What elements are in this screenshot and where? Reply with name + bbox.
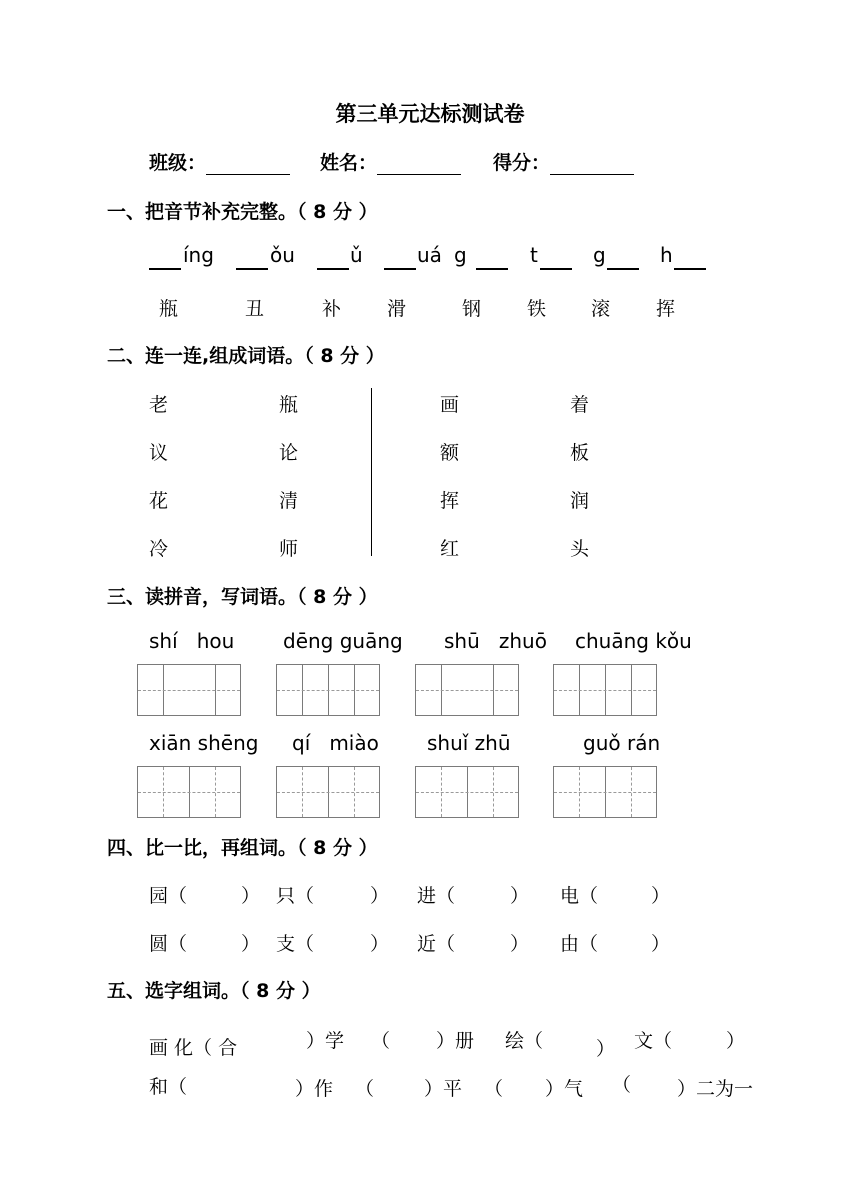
writing-grid[interactable] (276, 664, 380, 716)
match-item[interactable]: 红 (440, 538, 460, 560)
choice-item: ）平 (424, 1078, 463, 1100)
pinyin-item: ǔ (350, 243, 363, 267)
match-item[interactable]: 花 (149, 490, 169, 512)
char-item: 铁 (527, 298, 547, 320)
section3-title: 三、读拼音，写词语。（ 8 分 ） (107, 586, 378, 608)
name-field (320, 148, 461, 175)
choice-item: ）册 (436, 1030, 475, 1052)
class-field (149, 148, 290, 175)
section1-title: 一、把音节补充完整。（ 8 分 ） (107, 201, 378, 223)
pinyin-item: h (660, 243, 673, 267)
section5-title: 五、选字组词。（ 8 分 ） (107, 980, 321, 1002)
paren-close: ） (241, 885, 261, 907)
pinyin-blank[interactable] (540, 268, 572, 270)
compare-item: 电（ (560, 885, 599, 907)
pinyin-blank[interactable] (476, 268, 508, 270)
pinyin-item: uá (417, 243, 442, 267)
char-item: 丑 (245, 298, 265, 320)
section2-title: 二、连一连,组成词语。（ 8 分 ） (107, 345, 385, 367)
choice-item: ） (596, 1038, 616, 1060)
pinyin-word: qí miào (292, 731, 379, 755)
choice-item: （ (484, 1078, 504, 1100)
pinyin-item: ǒu (270, 243, 295, 267)
compare-item: 进（ (417, 885, 456, 907)
writing-grid[interactable] (415, 664, 519, 716)
pinyin-blank[interactable] (607, 268, 639, 270)
char-item: 钢 (462, 298, 482, 320)
pinyin-item: t (530, 243, 538, 267)
match-item[interactable]: 老 (149, 394, 169, 416)
page-title: 第三单元达标测试卷 (335, 102, 525, 126)
name-blank[interactable] (377, 156, 461, 175)
choice-item: 画 化（ 合 (149, 1037, 238, 1059)
paren-close: ） (241, 933, 261, 955)
pinyin-item: íng (183, 243, 214, 267)
paren-close: ） (510, 885, 530, 907)
match-item[interactable]: 着 (570, 394, 590, 416)
pinyin-word: xiān shēng (149, 731, 259, 755)
match-item[interactable]: 板 (570, 442, 590, 464)
char-item: 滑 (387, 298, 407, 320)
match-item[interactable]: 师 (279, 538, 299, 560)
class-blank[interactable] (206, 156, 290, 175)
score-label: 得分： (493, 152, 551, 174)
section4-title: 四、比一比，再组词。（ 8 分 ） (107, 837, 378, 859)
paren-close: ） (370, 885, 390, 907)
choice-item: ）气 (545, 1078, 584, 1100)
name-label: 姓名： (320, 152, 378, 174)
match-item[interactable]: 挥 (440, 490, 460, 512)
choice-item: 和（ (149, 1076, 188, 1098)
pinyin-word: shū zhuō (444, 629, 547, 653)
match-item[interactable]: 头 (570, 538, 590, 560)
choice-item: ）学 (306, 1030, 345, 1052)
pinyin-word: dēng guāng (283, 629, 403, 653)
char-item: 挥 (656, 298, 676, 320)
writing-grid[interactable] (553, 766, 657, 818)
writing-grid[interactable] (276, 766, 380, 818)
writing-grid[interactable] (553, 664, 657, 716)
pinyin-blank[interactable] (674, 268, 706, 270)
compare-item: 园（ (149, 885, 188, 907)
paren-close: ） (651, 933, 671, 955)
matching-divider (371, 388, 372, 556)
match-item[interactable]: 议 (149, 442, 169, 464)
choice-item: ） (726, 1030, 746, 1052)
score-blank[interactable] (550, 156, 634, 175)
compare-item: 由（ (560, 933, 599, 955)
compare-item: 近（ (417, 933, 456, 955)
paren-close: ） (651, 885, 671, 907)
choice-item: （ (371, 1030, 391, 1052)
pinyin-blank[interactable] (149, 268, 181, 270)
compare-item: 圆（ (149, 933, 188, 955)
pinyin-blank[interactable] (384, 268, 416, 270)
pinyin-word: guǒ rán (583, 731, 661, 755)
pinyin-blank[interactable] (317, 268, 349, 270)
match-item[interactable]: 瓶 (279, 394, 299, 416)
match-item[interactable]: 清 (279, 490, 299, 512)
char-item: 瓶 (159, 298, 179, 320)
pinyin-blank[interactable] (236, 268, 268, 270)
pinyin-item: g (454, 243, 467, 267)
choice-item: （ (355, 1078, 375, 1100)
compare-item: 支（ (276, 933, 315, 955)
paren-close: ） (370, 933, 390, 955)
writing-grid[interactable] (415, 766, 519, 818)
char-item: 滚 (591, 298, 611, 320)
choice-item: ）二为一 (677, 1078, 754, 1100)
match-item[interactable]: 冷 (149, 538, 169, 560)
pinyin-word: shí hou (149, 629, 235, 653)
choice-item: （ (612, 1074, 632, 1096)
match-item[interactable]: 额 (440, 442, 460, 464)
score-field (493, 148, 634, 175)
class-label: 班级： (149, 152, 207, 174)
char-item: 补 (322, 298, 342, 320)
choice-item: ）作 (295, 1078, 334, 1100)
match-item[interactable]: 润 (570, 490, 590, 512)
pinyin-word: shuǐ zhū (427, 731, 511, 755)
writing-grid[interactable] (137, 766, 241, 818)
writing-grid[interactable] (137, 664, 241, 716)
match-item[interactable]: 论 (279, 442, 299, 464)
match-item[interactable]: 画 (440, 394, 460, 416)
compare-item: 只（ (276, 885, 315, 907)
paren-close: ） (510, 933, 530, 955)
pinyin-word: chuāng kǒu (575, 629, 692, 653)
choice-item: 绘（ (505, 1030, 544, 1052)
choice-item: 文（ (634, 1030, 673, 1052)
pinyin-item: g (593, 243, 606, 267)
